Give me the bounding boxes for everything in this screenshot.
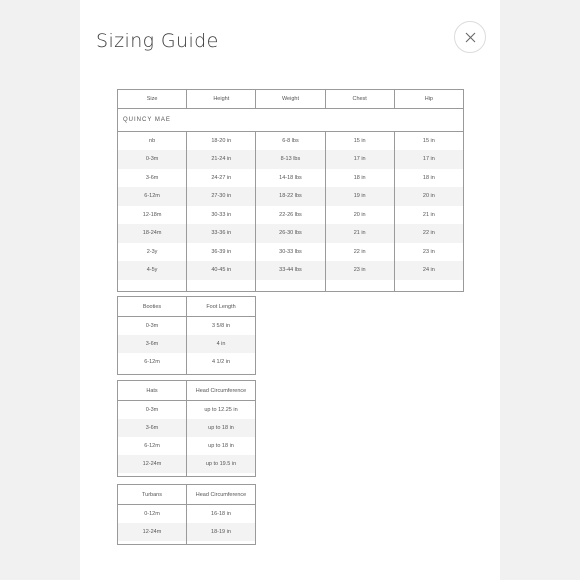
table-cell: 18-24m (118, 224, 187, 243)
table-cell: 23 in (325, 261, 394, 280)
table-cell: 4 1/2 in (187, 353, 256, 371)
table-cell: 20 in (394, 187, 463, 206)
main-size-table (117, 89, 464, 292)
table-cell: 2-3y (146, 248, 158, 255)
table-row (118, 437, 256, 455)
table-cell: 33-36 in (187, 224, 256, 243)
table-cell: up to 19.5 in (187, 455, 256, 473)
table-cell: 6-12m (144, 358, 160, 365)
column-header: Weight (256, 90, 325, 109)
brand-section (118, 109, 464, 132)
column-header: Size (118, 90, 187, 109)
table-cell: 23 in (394, 243, 463, 262)
table-cell: 18 in (325, 169, 394, 188)
brand-name: QUINCY MAE (118, 109, 464, 132)
table-row (118, 335, 256, 353)
column-header: Hats (118, 381, 187, 401)
column-header: Booties (118, 297, 187, 317)
table-cell: 0-3m (145, 322, 159, 329)
table-cell: 6-12m (118, 187, 187, 206)
table-cell: 12-18m (142, 211, 162, 218)
column-header: Chest (325, 90, 394, 109)
sizing-guide-modal (80, 0, 500, 580)
table-cell: 15 in (325, 132, 394, 151)
table-cell: 21 in (325, 224, 394, 243)
table-cell: 0-12m (144, 510, 160, 517)
table-cell: 14-18 lbs (256, 169, 325, 188)
table-cell: 8-13 lbs (256, 150, 325, 169)
page-title: Sizing Guide (96, 30, 219, 52)
table-cell: 22 in (394, 224, 463, 243)
table-cell: 18-20 in (187, 132, 256, 151)
table-row (118, 150, 464, 169)
table-cell: 21 in (394, 206, 463, 225)
table-row (118, 317, 256, 335)
table-cell: 20 in (325, 206, 394, 225)
table-row (118, 206, 464, 225)
table-cell: 15 in (394, 132, 463, 151)
table-cell: 19 in (325, 187, 394, 206)
table-spacer-row (118, 280, 464, 292)
column-header: Head Circumference (187, 381, 256, 401)
table-spacer-row (118, 371, 256, 375)
table-cell: 30-33 in (187, 206, 256, 225)
booties-size-table (117, 296, 256, 375)
table-row (118, 243, 464, 262)
close-button[interactable] (454, 21, 486, 53)
table-cell: 36-39 in (187, 243, 256, 262)
table-cell: 12-24m (118, 455, 187, 473)
column-header: Height (187, 90, 256, 109)
table-cell: 0-3m (118, 150, 187, 169)
table-row (118, 187, 464, 206)
hats-size-table (117, 380, 256, 477)
column-header: Head Circumference (187, 485, 256, 505)
table-cell: 40-45 in (187, 261, 256, 280)
table-cell: 4 in (187, 335, 256, 353)
close-icon (465, 32, 476, 43)
table-row (118, 401, 256, 419)
table-spacer-row (118, 541, 256, 545)
table-cell: 3 5/8 in (187, 317, 256, 335)
table-cell: 3-6m (118, 419, 187, 437)
table-cell: 4-5y (118, 261, 187, 280)
table-cell: nb (149, 138, 156, 144)
table-row (118, 523, 256, 541)
table-cell: 0-3m (145, 406, 159, 413)
table-cell: up to 12.25 in (187, 401, 256, 419)
table-cell: 18 in (394, 169, 463, 188)
table-cell: 17 in (325, 150, 394, 169)
table-cell: 30-33 lbs (256, 243, 325, 262)
table-row (118, 419, 256, 437)
table-cell: 16-18 in (187, 505, 256, 523)
table-cell: 24-27 in (187, 169, 256, 188)
table-cell: 3-6m (118, 335, 187, 353)
table-row (118, 353, 256, 371)
table-row (118, 224, 464, 243)
column-header: Hip (394, 90, 463, 109)
table-cell: 22-26 lbs (256, 206, 325, 225)
turbans-size-table (117, 484, 256, 545)
table-cell: 12-24m (118, 523, 187, 541)
table-cell: 22 in (325, 243, 394, 262)
table-cell: 6-8 lbs (256, 132, 325, 151)
table-cell: 18-19 in (187, 523, 256, 541)
table-row (118, 169, 464, 188)
table-cell: up to 18 in (187, 437, 256, 455)
table-cell: 24 in (394, 261, 463, 280)
table-cell: 33-44 lbs (256, 261, 325, 280)
table-spacer-row (118, 473, 256, 477)
table-cell: 17 in (394, 150, 463, 169)
table-row (118, 132, 464, 151)
main-table-header (118, 90, 464, 109)
table-cell: 3-6m (145, 174, 159, 181)
table-cell: 21-24 in (187, 150, 256, 169)
table-row (118, 505, 256, 523)
table-cell: 6-12m (144, 442, 160, 449)
table-cell: up to 18 in (187, 419, 256, 437)
table-cell: 18-22 lbs (256, 187, 325, 206)
table-cell: 26-30 lbs (256, 224, 325, 243)
table-cell: 27-30 in (187, 187, 256, 206)
column-header: Turbans (118, 485, 187, 505)
table-row (118, 261, 464, 280)
column-header: Foot Length (187, 297, 256, 317)
table-row (118, 455, 256, 473)
